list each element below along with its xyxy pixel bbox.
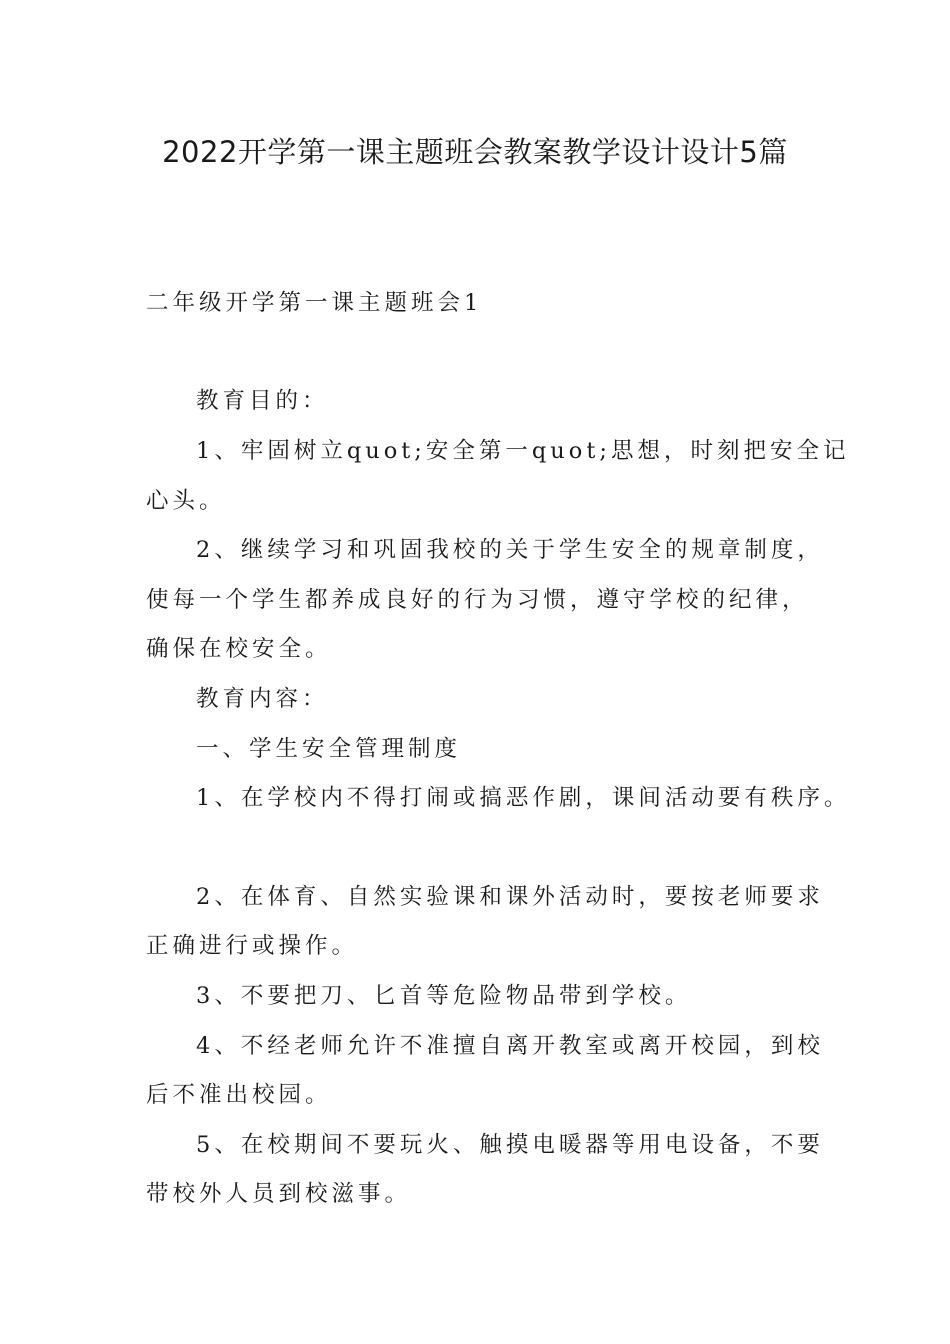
paragraph-line: 4、不经老师允许不准擅自离开教室或离开校园，到校 bbox=[196, 1033, 824, 1059]
paragraph-line: 2、在体育、自然实验课和课外活动时，要按老师要求 bbox=[196, 884, 824, 910]
document-title: 2022开学第一课主题班会教案教学设计设计5篇 bbox=[162, 135, 788, 169]
paragraph-line: 确保在校安全。 bbox=[146, 636, 332, 662]
paragraph-line: 3、不要把刀、匕首等危险物品带到学校。 bbox=[196, 983, 692, 1009]
paragraph-line: 教育内容： bbox=[196, 686, 329, 712]
paragraph-line: 后不准出校园。 bbox=[146, 1082, 332, 1108]
paragraph-line: 教育目的： bbox=[196, 388, 329, 414]
paragraph-line: 心头。 bbox=[146, 488, 226, 514]
section-heading: 二年级开学第一课主题班会1 bbox=[146, 290, 483, 316]
paragraph-line: 2、继续学习和巩固我校的关于学生安全的规章制度， bbox=[196, 537, 824, 563]
paragraph-line: 正确进行或操作。 bbox=[146, 933, 359, 959]
paragraph-line: 5、在校期间不要玩火、触摸电暖器等用电设备，不要 bbox=[196, 1132, 824, 1158]
paragraph-line: 一、学生安全管理制度 bbox=[196, 736, 462, 762]
paragraph-line: 1、在学校内不得打闹或搞恶作剧，课间活动要有秩序。 bbox=[196, 785, 851, 811]
paragraph-line: 使每一个学生都养成良好的行为习惯，遵守学校的纪律， bbox=[146, 587, 809, 613]
paragraph-line: 带校外人员到校滋事。 bbox=[146, 1181, 412, 1207]
paragraph-line: 1、牢固树立quot;安全第一quot;思想，时刻把安全记 bbox=[196, 438, 850, 464]
